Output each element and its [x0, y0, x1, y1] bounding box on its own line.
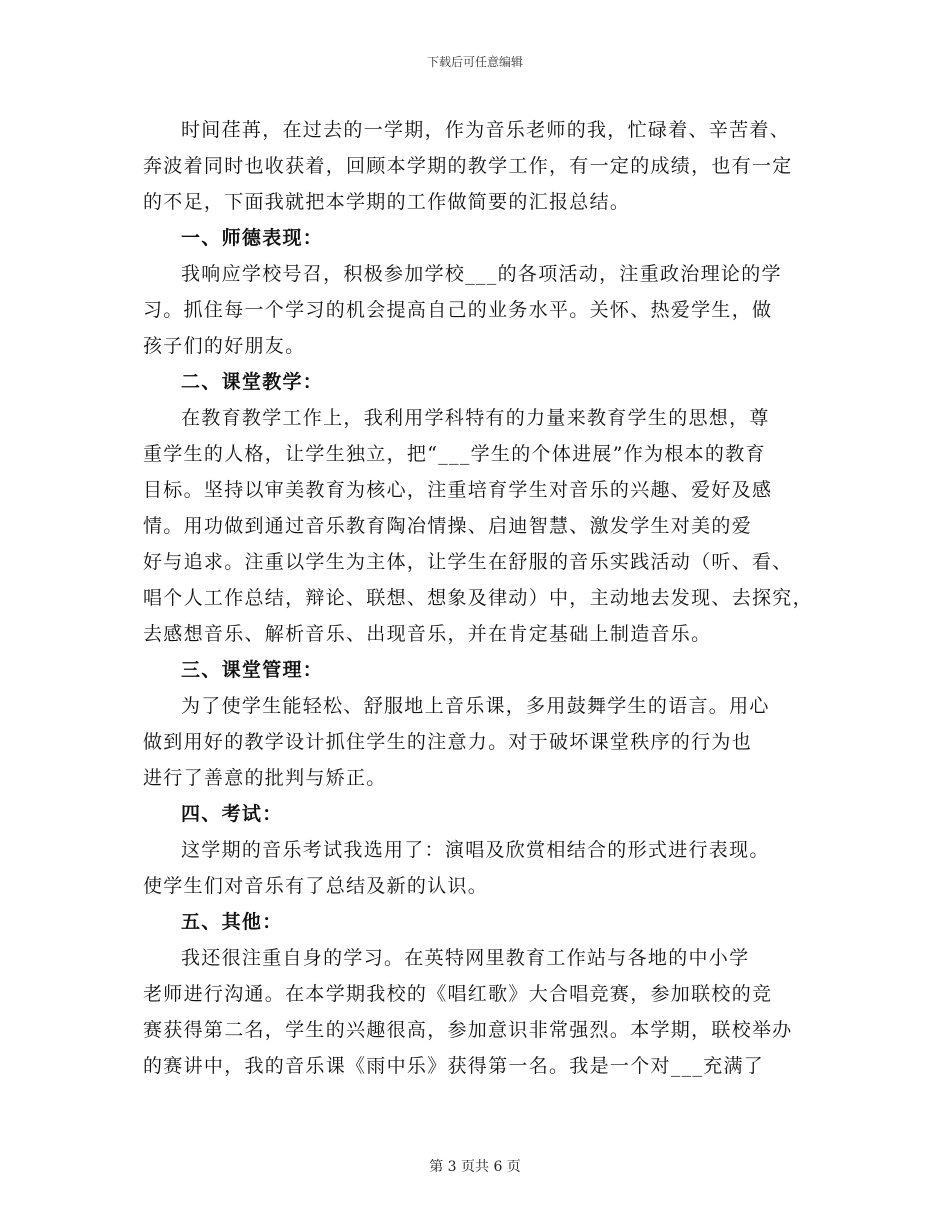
text-line: 时间荏苒，在过去的一学期，作为音乐老师的我，忙碌着、辛苦着、 [181, 119, 791, 141]
text-line: 为了使学生能轻松、舒服地上音乐课，多用鼓舞学生的语言。用心 [181, 695, 770, 717]
text-line: 重学生的人格，让学生独立，把“___学生的个体进展”作为根本的教育 [143, 443, 766, 465]
text-line: 唱个人工作总结，辩论、联想、想象及律动）中，主动地去发现、去探究， [143, 587, 813, 609]
section-heading-teaching: 二、课堂教学： [181, 371, 324, 393]
section-heading-ethics: 一、师德表现： [181, 227, 324, 249]
section-paragraph-ethics [143, 256, 811, 364]
page-header: 下载后可任意编辑 [426, 55, 523, 69]
text-line: 我还很注重自身的学习。在英特网里教育工作站与各地的中小学 [181, 947, 750, 969]
section-paragraph-exam [143, 832, 811, 904]
section-heading-other: 五、其他： [181, 911, 283, 933]
section-heading-exam: 四、考试： [181, 803, 283, 825]
text-line: 我响应学校号召，积极参加学校___的各项活动，注重政治理论的学 [181, 263, 782, 285]
text-line: 的赛讲中，我的音乐课《雨中乐》获得第一名。我是一个对___充满了 [143, 1055, 765, 1077]
text-line: 这学期的音乐考试我选用了：演唱及欣赏相结合的形式进行表现。 [181, 839, 770, 861]
text-line: 进行了善意的批判与矫正。 [143, 767, 387, 789]
text-line: 赛获得第二名，学生的兴趣很高，参加意识非常强烈。本学期，联校举办 [143, 1019, 793, 1041]
intro-paragraph [143, 112, 811, 220]
text-line: 情。用功做到通过音乐教育陶冶情操、启迪智慧、激发学生对美的爱 [143, 515, 753, 537]
text-line: 做到用好的教学设计抓住学生的注意力。对于破坏课堂秩序的行为也 [143, 731, 753, 753]
page-footer: 第 3 页共 6 页 [429, 1159, 521, 1175]
text-line: 习。抓住每一个学习的机会提高自己的业务水平。关怀、热爱学生，做 [143, 299, 773, 321]
text-line: 去感想音乐、解析音乐、出现音乐，并在肯定基础上制造音乐。 [143, 623, 712, 645]
text-line: 好与追求。注重以学生为主体，让学生在舒服的音乐实践活动（听、看、 [143, 551, 793, 573]
text-line: 孩子们的好朋友。 [143, 335, 306, 357]
text-line: 的不足，下面我就把本学期的工作做简要的汇报总结。 [143, 191, 631, 213]
section-paragraph-other [143, 940, 811, 1084]
section-paragraph-teaching [143, 400, 811, 652]
section-heading-management: 三、课堂管理： [181, 659, 324, 681]
section-paragraph-management [143, 688, 811, 796]
text-line: 老师进行沟通。在本学期我校的《唱红歌》大合唱竞赛，参加联校的竞 [143, 983, 773, 1005]
text-line: 使学生们对音乐有了总结及新的认识。 [143, 875, 489, 897]
text-line: 在教育教学工作上，我利用学科特有的力量来教育学生的思想，尊 [181, 407, 770, 429]
text-line: 目标。坚持以审美教育为核心，注重培育学生对音乐的兴趣、爱好及感 [143, 479, 773, 501]
text-line: 奔波着同时也收获着，回顾本学期的教学工作，有一定的成绩，也有一定 [143, 155, 793, 177]
document-body [143, 112, 811, 1084]
